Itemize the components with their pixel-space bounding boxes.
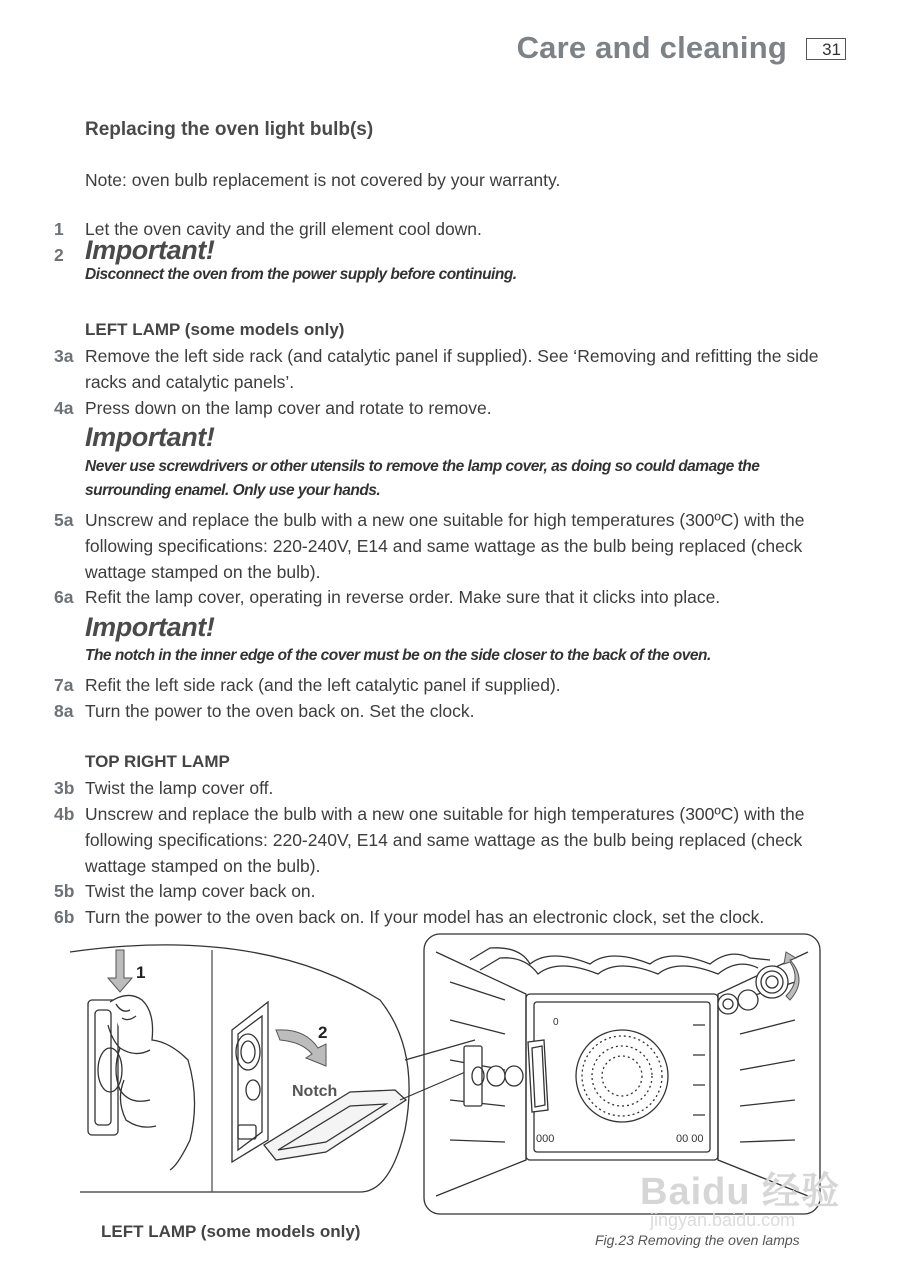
step-number: 1	[54, 219, 64, 239]
oven-marking: 00 00	[676, 1133, 704, 1145]
step-text: racks and catalytic panels’.	[85, 372, 295, 392]
step-number: 7a	[54, 675, 74, 695]
step-text: Twist the lamp cover off.	[85, 778, 274, 798]
oven-marking: 000	[536, 1133, 555, 1145]
step-number: 2	[54, 245, 64, 265]
figure-caption-left: LEFT LAMP (some models only)	[101, 1222, 361, 1241]
step-number: 5a	[54, 510, 74, 530]
step-text: Refit the lamp cover, operating in reverse order. Make sure that it clicks into place.	[85, 587, 721, 607]
step-marker-2: 2	[318, 1023, 328, 1042]
page-title: Care and cleaning	[516, 30, 787, 65]
step-number: 5b	[54, 881, 75, 901]
step-number: 3a	[54, 346, 74, 366]
step-text: Refit the left side rack (and the left catalytic panel if supplied).	[85, 675, 561, 695]
step-text: Unscrew and replace the bulb with a new one suitable for high temperatures (300ºC) with the	[85, 804, 805, 824]
important-warning: Disconnect the oven from the power supply before continuing.	[85, 266, 517, 283]
important-warning: surrounding enamel. Only use your hands.	[85, 482, 381, 499]
important-warning: Never use screwdrivers or other utensils to remove the lamp cover, as doing so could damage the	[85, 458, 760, 475]
step-text: Press down on the lamp cover and rotate to remove.	[85, 398, 492, 418]
watermark-url: jingyan.baidu.com	[650, 1210, 796, 1230]
step-number: 8a	[54, 701, 74, 721]
notch-label: Notch	[292, 1083, 338, 1100]
step-text: Turn the power to the oven back on. Set the clock.	[85, 701, 475, 721]
step-text: Turn the power to the oven back on. If your model has an electronic clock, set the clock.	[85, 907, 765, 927]
step-number: 4b	[54, 804, 75, 824]
left-lamp-heading: LEFT LAMP (some models only)	[85, 320, 345, 339]
step-text: following specifications: 220-240V, E14 and same wattage as the bulb being replaced (check	[85, 536, 803, 556]
step-number: 6b	[54, 907, 75, 927]
step-text: Unscrew and replace the bulb with a new one suitable for high temperatures (300ºC) with the	[85, 510, 805, 530]
lamp-closeup	[70, 945, 409, 1192]
page-number: 31	[806, 38, 846, 60]
step-text: Remove the left side rack (and catalytic panel if supplied). See ‘Removing and refitting the side	[85, 346, 819, 366]
step-marker-1: 1	[136, 963, 146, 982]
watermark-logo: Baidu 经验	[640, 1171, 841, 1213]
step-number: 3b	[54, 778, 75, 798]
important-heading: Important!	[85, 422, 215, 452]
oven-marking: 0	[553, 1017, 559, 1028]
step-text: Let the oven cavity and the grill element cool down.	[85, 219, 482, 239]
step-text: wattage stamped on the bulb).	[85, 562, 321, 582]
step-number: 6a	[54, 587, 74, 607]
important-heading: Important!	[85, 612, 215, 642]
figure-caption: Fig.23 Removing the oven lamps	[595, 1232, 800, 1248]
step-text: following specifications: 220-240V, E14 and same wattage as the bulb being replaced (check	[85, 830, 803, 850]
step-text: wattage stamped on the bulb).	[85, 856, 321, 876]
important-heading: Important!	[85, 235, 215, 265]
top-right-lamp-heading: TOP RIGHT LAMP	[85, 752, 230, 771]
important-warning: The notch in the inner edge of the cover must be on the side closer to the back of the oven.	[85, 647, 711, 664]
step-text: Twist the lamp cover back on.	[85, 881, 316, 901]
step-number: 4a	[54, 398, 74, 418]
section-title: Replacing the oven light bulb(s)	[85, 119, 374, 140]
warranty-note: Note: oven bulb replacement is not covered by your warranty.	[85, 170, 561, 190]
